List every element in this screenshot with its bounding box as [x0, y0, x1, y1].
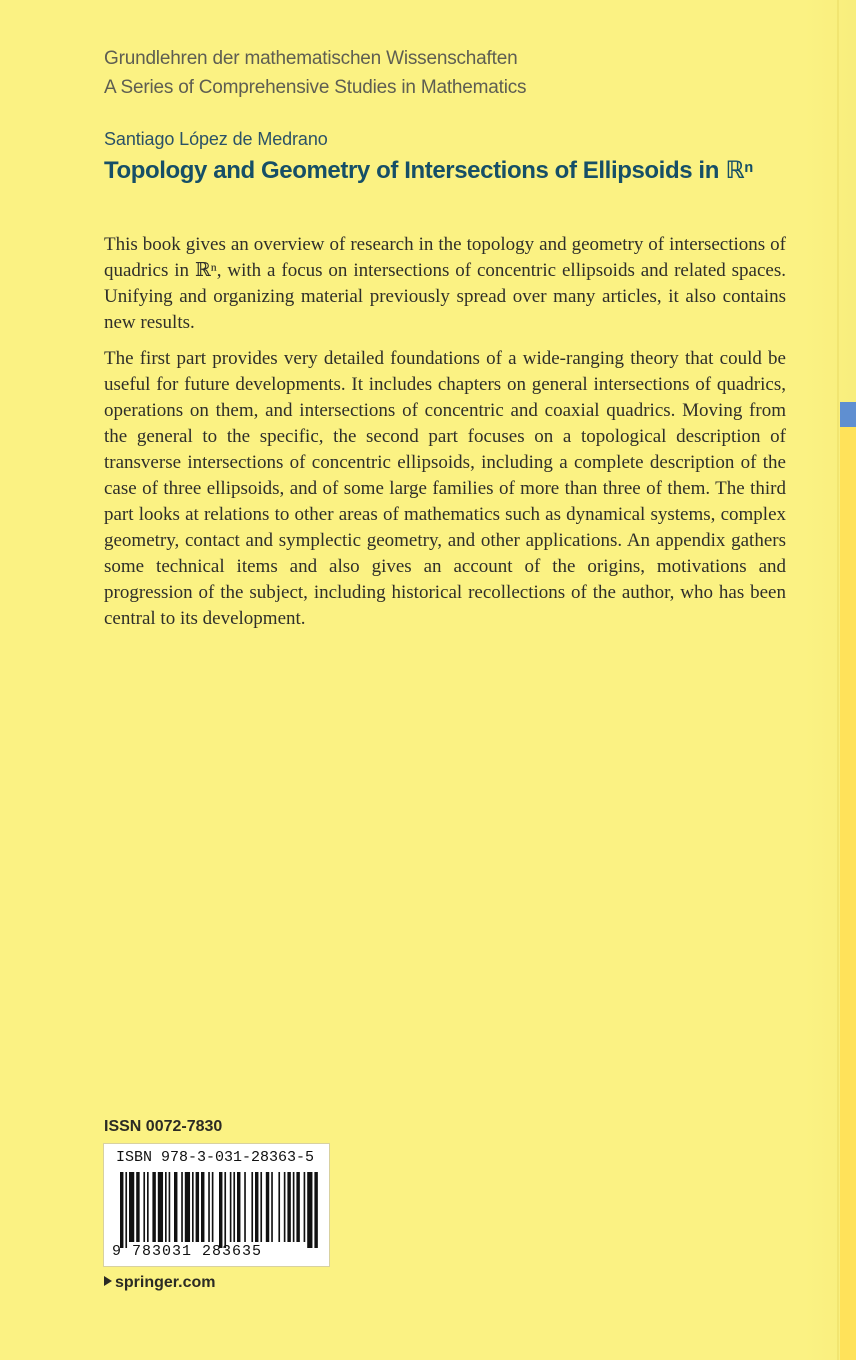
series-title: Grundlehren der mathematischen Wissenschaften — [104, 48, 518, 69]
barcode-bar — [244, 1172, 246, 1242]
barcode-bar — [174, 1172, 177, 1242]
barcode-bar — [314, 1172, 317, 1248]
book-title: Topology and Geometry of Intersections of Ellipsoids in ℝⁿ — [104, 157, 754, 184]
barcode-bar — [192, 1172, 194, 1242]
barcode-bar — [212, 1172, 214, 1242]
barcode-bar — [260, 1172, 262, 1242]
barcode-bar — [169, 1172, 171, 1242]
barcode-bar — [129, 1172, 134, 1242]
issn-label: ISSN 0072-7830 — [104, 1118, 223, 1135]
isbn-barcode — [103, 1143, 330, 1267]
spine-blue-marker — [840, 402, 856, 427]
barcode-bar — [233, 1172, 235, 1242]
barcode-bar — [208, 1172, 210, 1242]
author-name: Santiago López de Medrano — [104, 129, 328, 149]
barcode-bar — [143, 1172, 145, 1242]
barcode-bar — [293, 1172, 295, 1242]
barcode-bar — [125, 1172, 127, 1248]
barcode-bar — [304, 1172, 306, 1242]
barcode-bar — [181, 1172, 183, 1242]
isbn-label: ISBN 978-3-031-28363-5 — [116, 1149, 315, 1166]
springer-website-link[interactable] — [104, 1273, 215, 1293]
spine-yellow-marker — [840, 427, 856, 1360]
barcode-bar — [120, 1172, 123, 1248]
barcode-bar — [219, 1172, 222, 1248]
barcode-bar — [230, 1172, 232, 1242]
barcode-bar — [224, 1172, 226, 1248]
series-subtitle: A Series of Comprehensive Studies in Mathematics — [104, 77, 527, 98]
barcode-digits: 9 783031 283635 — [112, 1243, 263, 1260]
barcode-bar — [307, 1172, 312, 1248]
description-paragraph-1: This book gives an overview of research in the topology and geometry of intersections of quadrics in ℝⁿ, with a focus on intersections of concentric ellipsoids and related spaces. Unifying and organizing material previously spread over many articles, it also contains new results. — [104, 234, 786, 333]
barcode-bar — [147, 1172, 149, 1242]
barcode-bar — [158, 1172, 163, 1242]
book-description — [104, 232, 786, 642]
barcode-bar — [185, 1172, 190, 1242]
barcode-bar — [152, 1172, 155, 1242]
barcode-bar — [251, 1172, 253, 1242]
barcode-bar — [165, 1172, 167, 1242]
barcode-bar — [201, 1172, 204, 1242]
barcode-bar — [196, 1172, 199, 1242]
barcode-bar — [266, 1172, 269, 1242]
barcode-bar — [255, 1172, 258, 1242]
barcode-bar — [296, 1172, 299, 1242]
barcode-bar — [287, 1172, 290, 1242]
spine-edge-line — [837, 0, 839, 1360]
springer-website-text: springer.com — [115, 1274, 216, 1291]
barcode-bar — [136, 1172, 139, 1242]
barcode-bar — [284, 1172, 286, 1242]
triangle-right-icon — [104, 1276, 112, 1286]
barcode-bar — [278, 1172, 280, 1242]
description-paragraph-2: The first part provides very detailed foundations of a wide-ranging theory that could be useful for future developments. It includes chapters on general intersections of quadrics, operations on them, and intersections of concentric and coaxial quadrics. Moving from the general to the specific, the second part focuses on a topological description of transverse intersections of concentric ellipsoids, including a complete description of the case of three ellipsoids, and of some large families of more than three of them. The third part looks at relations to other areas of mathematics such as dynamical systems, complex geometry, contact and symplectic geometry, and other applications. An appendix gathers some technical items and also gives an account of the origins, motivations and progression of the subject, including historical recollections of the author, who has been central to its development. — [104, 348, 786, 629]
barcode-bar — [271, 1172, 273, 1242]
barcode-bar — [237, 1172, 240, 1242]
